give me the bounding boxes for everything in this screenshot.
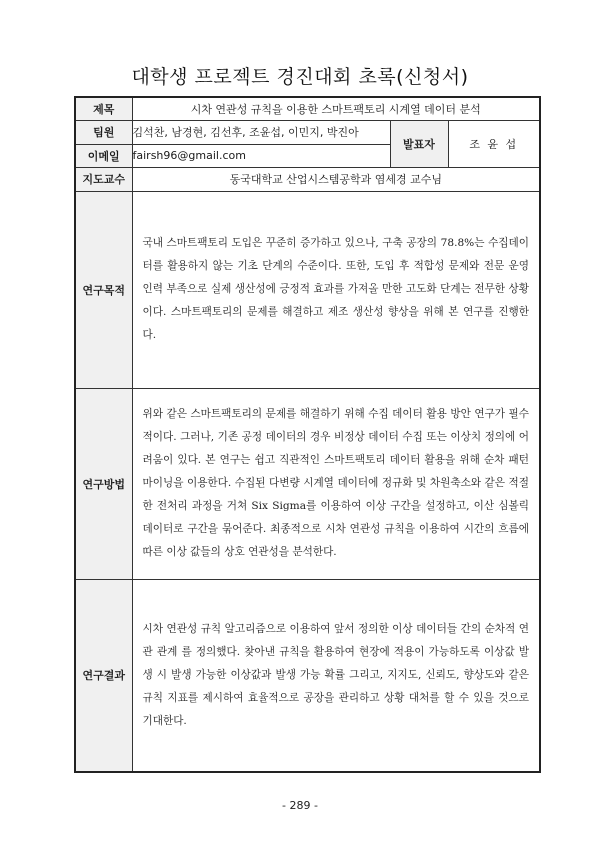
advisor-label: 지도교수 xyxy=(75,167,132,191)
advisor-row xyxy=(75,167,540,191)
method-content-cell xyxy=(132,388,540,579)
result-label: 연구결과 xyxy=(75,579,132,772)
title-value: 시차 연관성 규칙을 이용한 스마트팩토리 시계열 데이터 분석 xyxy=(132,97,540,120)
title-row xyxy=(75,97,540,120)
advisor-value: 동국대학교 산업시스템공학과 염세경 교수님 xyxy=(132,167,540,191)
purpose-content-cell xyxy=(132,191,540,388)
email-value: fairsh96@gmail.com xyxy=(132,144,390,167)
document-title: 대학생 프로젝트 경진대회 초록(신청서) xyxy=(131,66,469,88)
team-label: 팀원 xyxy=(75,120,132,144)
title-label: 제목 xyxy=(75,97,132,120)
team-row xyxy=(75,120,540,144)
purpose-section xyxy=(75,191,540,388)
team-value: 김석찬, 남경현, 김선후, 조윤섭, 이민지, 박진아 xyxy=(132,120,390,144)
presenter-value: 조 윤 섭 xyxy=(448,120,540,167)
purpose-text: 국내 스마트팩토리 도입은 꾸준히 증가하고 있으나, 구축 공장의 78.8%는 수집데이터를 활용하지 않는 기초 단계의 수준이다. 또한, 도입 후 적합성 문제와 전문 운영 인력 부족으로 실제 생산성에 긍정적 효과를 가져올 만한 고도화 단계는 전무한 상황이다. 스마트팩토리의 문제를 해결하고 제조 생산성 향상을 위해 본 연구를 진행한다. xyxy=(142,237,530,341)
page-number: - 289 - xyxy=(282,799,318,812)
email-label: 이메일 xyxy=(75,144,132,167)
purpose-label: 연구목적 xyxy=(75,191,132,388)
method-label: 연구방법 xyxy=(75,388,132,579)
presenter-label: 발표자 xyxy=(390,120,448,167)
application-form-table xyxy=(74,96,541,773)
method-text: 위와 같은 스마트팩토리의 문제를 해결하기 위해 수집 데이터 활용 방안 연구가 필수적이다. 그러나, 기존 공정 데이터의 경우 비정상 데이터 수집 또는 이상치 정의에 어려움이 있다. 본 연구는 쉽고 직관적인 스마트팩토리 데이터 활용을 위해 순차 패턴 마이닝을 이용한다. 수집된 다변량 시계열 데이터에 정규화 및 차원축소와 같은 적절한 전처리 과정을 거쳐 Six Sigma를 이용하여 이상 구간을 설정하고, 이산 심볼릭 데이터로 구간을 묶어준다. 최종적으로 시차 연관성 규칙을 이용하여 시간의 흐름에 따른 이상 값들의 상호 연관성을 분석한다. xyxy=(142,408,530,558)
result-content-cell xyxy=(132,579,540,772)
method-section xyxy=(75,388,540,579)
result-text: 시차 연관성 규칙 알고리즘으로 이용하여 앞서 정의한 이상 데이터들 간의 순차적 연관 관계 를 정의했다. 찾아낸 규칙을 활용하여 현장에 적용이 가능하도록 이상값 발생 시 발생 가능한 이상값과 발생 가능 확률 그리고, 지지도, 신뢰도, 향상도와 같은 규칙 지표를 제시하여 효율적으로 공장을 관리하고 상황 대처를 할 수 있을 것으로 기대한다. xyxy=(142,622,530,727)
result-section xyxy=(75,579,540,772)
